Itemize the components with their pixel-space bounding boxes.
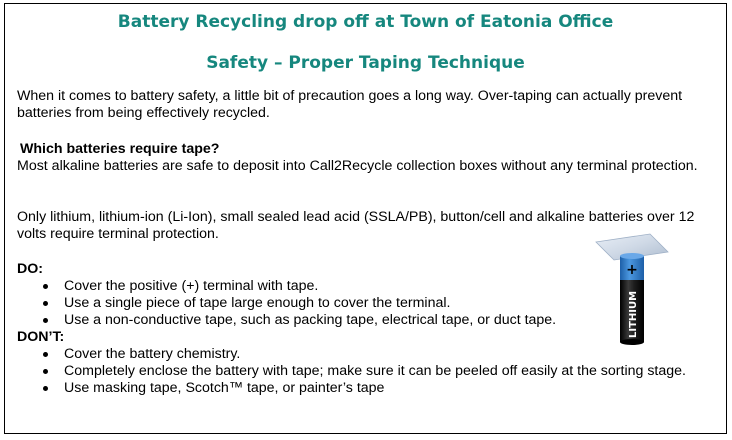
list-item [17, 363, 686, 380]
intro-paragraph: When it comes to battery safety, a little bit of precaution goes a long way. Over-taping can actually prevent batteries from being effectively recycled. [17, 88, 683, 121]
bullet-icon [43, 284, 48, 289]
dont-list [17, 346, 686, 397]
list-item-text: Use a single piece of tape large enough to cover the terminal. [64, 295, 451, 311]
bullet-icon [43, 318, 48, 323]
bullet-icon [43, 369, 48, 374]
bullet-icon [43, 352, 48, 357]
do-heading: DO: [17, 261, 44, 277]
list-item-text: Cover the positive (+) terminal with tape. [64, 278, 319, 294]
question-heading: Which batteries require tape? [20, 141, 220, 157]
battery-chemistry-label: LITHIUM [628, 290, 639, 338]
list-item [17, 380, 686, 397]
bullet-icon [43, 386, 48, 391]
lithium-paragraph: Only lithium, lithium-ion (Li-Ion), small sealed lead acid (SSLA/PB), button/cell and alkaline batteries over 12 volts require terminal protection. [17, 209, 695, 242]
dont-heading: DON’T: [17, 329, 65, 345]
taped-battery-icon [592, 230, 672, 348]
page-title: Battery Recycling drop off at Town of Eatonia Office [117, 12, 614, 32]
list-item [17, 278, 556, 295]
list-item [17, 295, 556, 312]
battery-plus-label: + [626, 262, 638, 278]
do-list [17, 278, 556, 329]
list-item [17, 312, 556, 329]
list-item-text: Cover the battery chemistry. [64, 346, 241, 362]
document-frame [4, 3, 727, 434]
list-item-text: Completely enclose the battery with tape; make sure it can be peeled off easily at the sorting stage. [64, 363, 686, 379]
bullet-icon [43, 301, 48, 306]
list-item-text: Use a non-conductive tape, such as packing tape, electrical tape, or duct tape. [64, 312, 557, 328]
list-item-text: Use masking tape, Scotch™ tape, or painter’s tape [64, 380, 385, 396]
list-item [17, 346, 686, 363]
alkaline-paragraph: Most alkaline batteries are safe to deposit into Call2Recycle collection boxes without any terminal protection. [17, 158, 698, 174]
page-subtitle: Safety – Proper Taping Technique [206, 53, 525, 73]
